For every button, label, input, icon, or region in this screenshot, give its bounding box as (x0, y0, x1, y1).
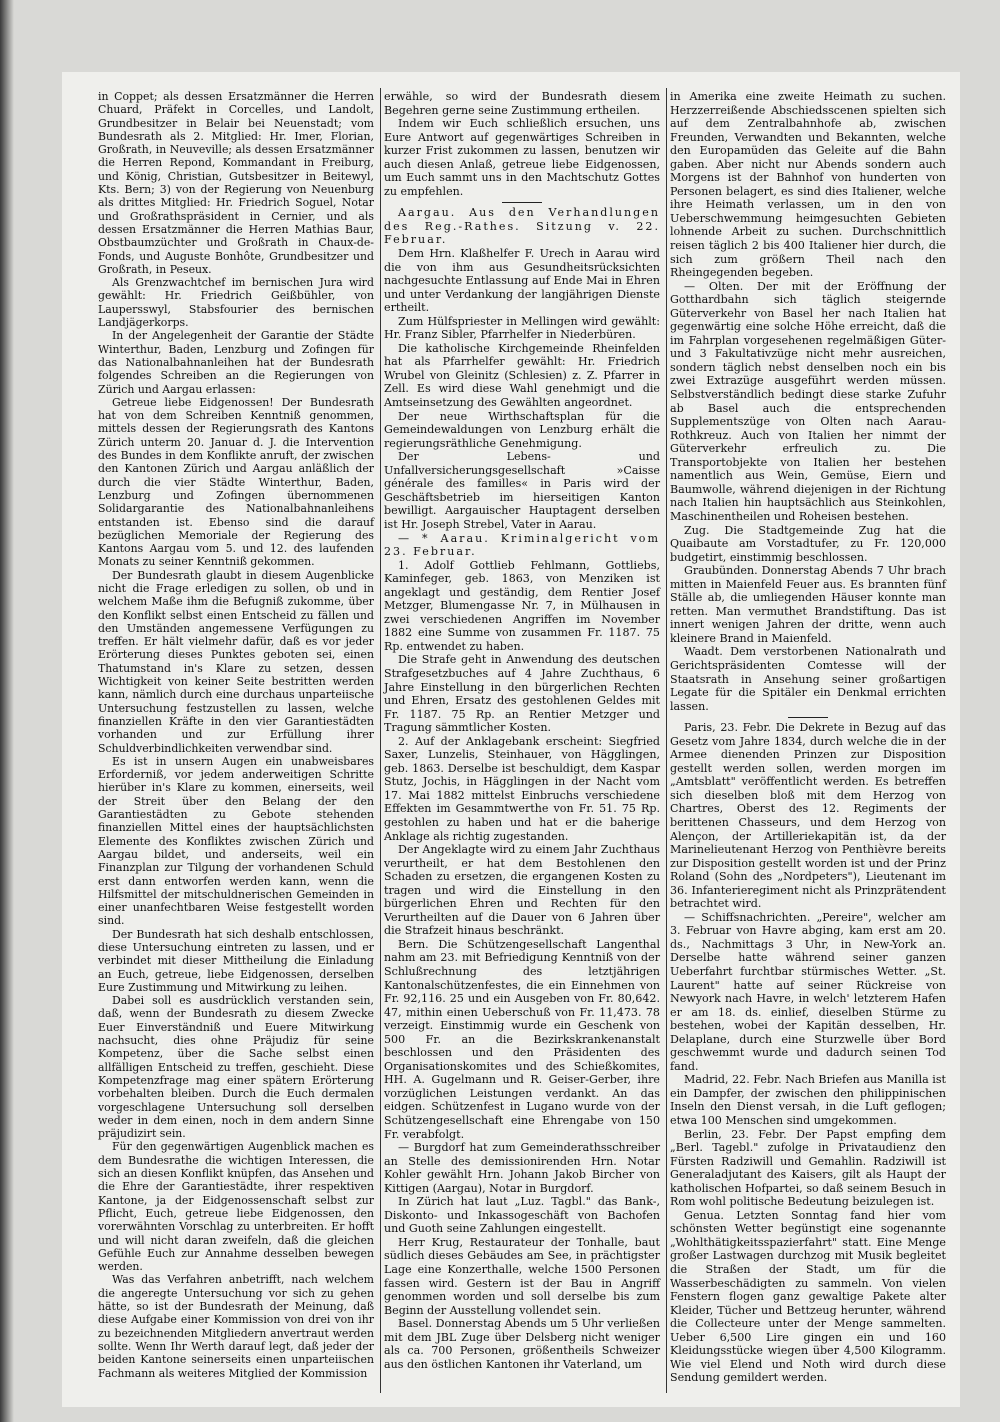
column-rule (666, 88, 667, 1393)
paragraph: Es ist in unsern Augen ein unabweisbares Erforderniß, vor jedem anderweitigen Schritte hierüber in's Klare zu kommen, einerseits, weil der Streit über den Belang der den Garantiestädten zu Gebote stehenden finanziellen Mittel eines der hauptsächlichsten Elemente des Konfliktes zwischen Zürich und Aargau bildet, und anderseits, weil ein Finanzplan zur Tilgung der vorhandenen Schuld erst dann entworfen werden kann, wenn die Hilfsmittel der mitschuldnerischen Gemeinden in einer unanfechtbaren Weise festgestellt worden sind. (98, 754, 374, 928)
paragraph: Getreue liebe Eidgenossen! Der Bundesrath hat von dem Schreiben Kenntniß genommen, mittels dessen der Regierungsrath des Kantons Zürich unterm 20. Januar d. J. die Intervention des Bundes in dem Konflikte anruft, der zwischen den Kantonen Zürich und Aargau anläßlich der durch die vier Städte Winterthur, Baden, Lenzburg und Zofingen übernommenen Solidargarantie des Nationalbahnanleihens entstanden ist. Ebenso sind die darauf bezüglichen Memoriale der Regierung des Kantons Aargau vom 5. und 12. des laufenden Monats zu seiner Kenntniß gekommen. (98, 395, 374, 569)
newspaper-page (62, 72, 960, 1407)
paragraph: Paris, 23. Febr. Die Dekrete in Bezug auf das Gesetz vom Jahre 1834, durch welche die in der Armee dienenden Prinzen zur Disposition gestellt werden sollen, werden morgen im „Amtsblatt" veröffentlicht werden. Es betreffen sich dieselben bloß mit dem Herzog von Chartres, Oberst des 12. Regiments der berittenen Chasseurs, und dem Herzog von Alençon, der Artilleriekapitän ist, da der Marinelieutenant Herzog von Penthièvre bereits zur Disposition gestellt worden ist und der Prinz Roland (Sohn des „Nordpeters"), Lieutenant im 36. Infanterieregiment nicht als Prinzprätendent betrachtet wird. (670, 721, 946, 911)
column-1 (98, 90, 374, 1380)
paragraph: Die katholische Kirchgemeinde Rheinfelden hat als Pfarrhelfer gewählt: Hr. Friedrich Wrubel von Gleinitz (Schlesien) z. Z. Pfarrer in Zell. Es wird diese Wahl genehmigt und die Amtseinsetzung des Gewählten angeordnet. (384, 341, 660, 410)
paragraph: In Zürich hat laut „Luz. Tagbl." das Bank-, Diskonto- und Inkassogeschäft von Bachofen und Guoth seine Zahlungen eingestellt. (384, 1195, 660, 1236)
paragraph: Bern. Die Schützengesellschaft Langenthal nahm am 23. mit Befriedigung Kenntniß von der Schlußrechnung des letztjährigen Kantonalschützenfestes, die ein Einnehmen von Fr. 92,116. 25 und ein Ausgeben von Fr. 80,642. 47, mithin einen Ueberschuß von Fr. 11,473. 78 verzeigt. Einstimmig wurde ein Geschenk von 500 Fr. an die Bezirkskrankenanstalt beschlossen und den Präsidenten des Organisationskomites und des Schießkomites, HH. A. Gugelmann und R. Geiser-Gerber, ihre vorzüglichen Leistungen verdankt. An das eidgen. Schützenfest in Lugano wurde von der Schützengesellschaft eine Ehrengabe von 150 Fr. verabfolgt. (384, 937, 660, 1141)
book-binding-shadow (0, 0, 14, 1422)
paragraph: in Coppet; als dessen Ersatzmänner die Herren Chuard, Präfekt in Corcelles, und Landolt, Grundbesitzer in Belair bei Neuenstadt; vom Bundesrath als 2. Mitglied: Hr. Imer, Florian, Großrath, in Neuveville; als dessen Ersatzmänner die Herren Repond, Kommandant in Freiburg, und König, Christian, Gutsbesitzer in Beitewyl, Kts. Bern; 3) von der Regierung von Neuenburg als drittes Mitglied: Hr. Friedrich Soguel, Notar und Großrathspräsident in Cernier, und als dessen Ersatzmänner die Herren Mathias Baur, Obstbaumzüchter und Großrath in Chaux-de-Fonds, und Auguste Bonhôte, Grundbesitzer und Großrath, in Peseux. (98, 90, 374, 276)
paragraph: Genua. Letzten Sonntag fand hier vom schönsten Wetter begünstigt eine sogenannte „Wohlthätigkeitsspazierfahrt" statt. Eine Menge großer Lastwagen durchzog mit Musik begleitet die Straßen der Stadt, um für die Wasserbeschädigten zu sammeln. Von vielen Fenstern flogen ganz gewaltige Pakete alter Kleider, Tücher und Bettzeug herunter, während die Collecteure unter der Menge sammelten. Ueber 6,500 Lire gingen ein und 160 Kleidungsstücke wiegen über 4,500 Kilogramm. Wie viel Elend und Noth wird durch diese Sendung gemildert werden. (670, 1208, 946, 1385)
paragraph: — Olten. Der mit der Eröffnung der Gotthardbahn sich täglich steigernde Güterverkehr von Basel her nach Italien hat gegenwärtig eine solche Höhe erreicht, daß die im Fahrplan vorgesehenen regelmäßigen Güter- und 3 Fakultativzüge nicht mehr ausreichen, sondern täglich nebst denselben noch ein bis zwei Extrazüge ausgeführt werden müssen. Selbstverständlich bedingt diese starke Zufuhr ab Basel auch die entsprechenden Supplementszüge von Olten nach Aarau-Rothkreuz. Auch von Italien her nimmt der Güterverkehr erfreulich zu. Die Transportobjekte von Italien her bestehen namentlich aus Wein, Gemüse, Eiern und Baumwolle, während diejenigen in der Richtung nach Italien hin hauptsächlich aus Steinkohlen, Maschinentheilen und Roheisen bestehen. (670, 279, 946, 523)
column-2 (384, 90, 660, 1371)
paragraph: Der Bundesrath hat sich deshalb entschlossen, diese Untersuchung eintreten zu lassen, und er verbindet mit dieser Mittheilung die Einladung an Euch, getreue, liebe Eidgenossen, derselben Eure Zustimmung und Mitwirkung zu leihen. (98, 927, 374, 994)
section-divider (502, 202, 542, 203)
paragraph: — Burgdorf hat zum Gemeinderathsschreiber an Stelle des demissionirenden Hrn. Notar Kohler gewählt Hrn. Johann Jakob Bircher von Kittigen (Aargau), Notar in Burgdorf. (384, 1141, 660, 1195)
column-3 (670, 90, 946, 1385)
paragraph: Waadt. Dem verstorbenen Nationalrath und Gerichtspräsidenten Comtesse will der Staatsrath in Ansehung seiner großartigen Legate für die Spitäler ein Denkmal errichten lassen. (670, 645, 946, 713)
paragraph: Basel. Donnerstag Abends um 5 Uhr verließen mit dem JBL Zuge über Delsberg nicht weniger als ca. 700 Personen, größentheils Schweizer aus den östlichen Kantonen ihr Vaterland, um (384, 1317, 660, 1371)
paragraph: — Schiffsnachrichten. „Pereire", welcher am 3. Februar von Havre abging, kam erst am 20. ds., Nachmittags 3 Uhr, in New-York an. Derselbe hatte während seiner ganzen Ueberfahrt furchtbar stürmisches Wetter. „St. Laurent" hatte auf seiner Rückreise von Newyork nach Havre, in welch' letzterem Hafen er am 18. ds. einlief, dieselben Stürme zu bestehen, wobei der Kapitän desselben, Hr. Delaplane, durch eine Sturzwelle über Bord geschwemmt wurde und dadurch seinen Tod fand. (670, 910, 946, 1073)
paragraph: Zug. Die Stadtgemeinde Zug hat die Quaibaute am Vorstadtufer, zu Fr. 120,000 budgetirt, einstimmig beschlossen. (670, 523, 946, 564)
paragraph: Für den gegenwärtigen Augenblick machen es dem Bundesrathe die wichtigen Interessen, die sich an diesen Konflikt knüpfen, das Ansehen und die Ehre der Garantiestädte, ihrer respektiven Kantone, ja der Eidgenossenschaft selbst zur Pflicht, Euch, getreue liebe Eidgenossen, den vorerwähnten Vorschlag zu unterbreiten. Er hofft und will nicht daran zweifeln, daß die gleichen Gefühle Euch zur Annahme desselben bewegen werden. (98, 1140, 374, 1274)
paragraph: Dabei soll es ausdrücklich verstanden sein, daß, wenn der Bundesrath zu diesem Zwecke Euer Einverständniß und Euere Mitwirkung nachsucht, dies ohne Präjudiz für seine Kompetenz, über die Sache selbst einen allfälligen Entscheid zu treffen, geschieht. Diese Kompetenzfrage mag einer spätern Erörterung vorbehalten bleiben. Durch die Euch dermalen vorgeschlagene Untersuchung soll derselben weder in dem einen, noch in dem andern Sinne präjudizirt sein. (98, 994, 374, 1141)
paragraph: in Amerika eine zweite Heimath zu suchen. Herzzerreißende Abschiedsscenen spielten sich auf dem Zentralbahnhofe ab, zwischen Freunden, Verwandten und Bekannten, welche den Europamüden das Geleite auf die Bahn gaben. Aber nicht nur Abends sondern auch Morgens ist der Bahnhof von hunderten von Personen belagert, es sind dies Italiener, welche ihre Heimath verlassen, um in den von Ueberschwemmung heimgesuchten Gebieten lohnende Arbeit zu suchen. Durchschnittlich reisen täglich 2 bis 400 Italiener hier durch, die sich zum größern Theil nach den Rheingegenden begeben. (670, 90, 946, 280)
paragraph: Madrid, 22. Febr. Nach Briefen aus Manilla ist ein Dampfer, der zwischen den philippinischen Inseln den Dienst versah, in die Luft geflogen; etwa 100 Menschen sind umgekommen. (670, 1073, 946, 1128)
paragraph: Der Lebens- und Unfallversicherungsgesellschaft »Caisse générale des familles« in Paris wird der Geschäftsbetrieb im hierseitigen Kanton bewilligt. Aargauischer Hauptagent derselben ist Hr. Joseph Strebel, Vater in Aarau. (384, 450, 660, 531)
paragraph: Der Angeklagte wird zu einem Jahr Zuchthaus verurtheilt, er hat dem Bestohlenen den Schaden zu ersetzen, die ergangenen Kosten zu tragen und wird die Einstellung in den bürgerlichen Ehren und Rechten für den Verurtheilten auf die Dauer von 6 Jahren über die Strafzeit hinaus beschränkt. (384, 843, 660, 938)
paragraph: 1. Adolf Gottlieb Fehlmann, Gottliebs, Kaminfeger, geb. 1863, von Menziken ist angeklagt und geständig, dem Rentier Josef Metzger, Blumengasse Nr. 7, in Mülhausen in zwei verschiedenen Angriffen im November 1882 eine Summe von zusammen Fr. 1187. 75 Rp. entwendet zu haben. (384, 558, 660, 653)
paragraph: Der Bundesrath glaubt in diesem Augenblicke nicht die Frage erledigen zu sollen, ob und in welchem Maße ihm die Befugniß zukomme, über den Konflikt selbst einen Entscheid zu fällen und den Umständen angemessene Verfügungen zu treffen. Er hält vielmehr dafür, daß es vor jeder Erörterung dieses Punktes geboten sei, einen Thatumstand in's Klare zu setzen, dessen Wichtigkeit von keiner Seite bestritten werden kann, nämlich durch eine durchaus unparteiische Untersuchung festzustellen zu lassen, welche finanziellen Kräfte in den vier Garantiestädten vorhanden und zur Erfüllung ihrer Schuldverbindlichkeiten verwendbar sind. (98, 568, 374, 755)
paragraph: Die Strafe geht in Anwendung des deutschen Strafgesetzbuches auf 4 Jahre Zuchthaus, 6 Jahre Einstellung in den bürgerlichen Rechten und Ehren, Ersatz des gestohlenen Geldes mit Fr. 1187. 75 Rp. an Rentier Metzger und Tragung sämmtlicher Kosten. (384, 653, 660, 735)
paragraph: Als Grenzwachtchef im bernischen Jura wird gewählt: Hr. Friedrich Geißbühler, von Laupersswyl, Stabsfourier des bernischen Landjägerkorps. (98, 276, 374, 330)
column-rule (380, 88, 381, 1393)
paragraph: Was das Verfahren anbetrifft, nach welchem die angeregte Untersuchung vor sich zu gehen hätte, so ist der Bundesrath der Meinung, daß diese Aufgabe einer Kommission von drei von ihr zu bezeichnenden Mitgliedern anvertraut werden sollte. Wenn Ihr Werth darauf legt, daß jeder der beiden Kantone seinerseits einen unparteiischen Fachmann als weiteres Mitglied der Kommission (98, 1273, 374, 1380)
section-heading: — * Aarau. Kriminalgericht vom 23. Februar. (384, 531, 660, 559)
paragraph: Berlin, 23. Febr. Der Papst empfing dem „Berl. Tagebl." zufolge in Privataudienz den Fürsten Radziwill und Gemahlin. Radziwill ist Generaladjutant des Kaisers, gilt als Haupt der katholischen Hofpartei, so daß seinem Besuch in Rom wohl politische Bedeutung beizulegen ist. (670, 1127, 946, 1209)
paragraph: Der neue Wirthschaftsplan für die Gemeindewaldungen von Lenzburg erhält die regierungsräthliche Genehmigung. (384, 409, 660, 450)
paragraph: Zum Hülfspriester in Mellingen wird gewählt: Hr. Franz Sibler, Pfarrhelfer in Niederbüren. (384, 314, 660, 342)
section-divider (788, 717, 828, 718)
section-heading: Aargau. Aus den Verhandlungen des Reg.-Rathes. Sitzung v. 22. Februar. (384, 206, 660, 247)
paragraph: Graubünden. Donnerstag Abends 7 Uhr brach mitten in Maienfeld Feuer aus. Es brannten fünf Ställe ab, die umliegenden Häuser konnte man retten. Man vermuthet Brandstiftung. Das ist innert wenigen Jahren der dritte, wenn auch kleinere Brand in Maienfeld. (670, 564, 946, 645)
paragraph: Indem wir Euch schließlich ersuchen, uns Eure Antwort auf gegenwärtiges Schreiben in kurzer Frist zukommen zu lassen, benutzen wir auch diesen Anlaß, getreue liebe Eidgenossen, um Euch sammt uns in den Machtschutz Gottes zu empfehlen. (384, 117, 660, 198)
paragraph: 2. Auf der Anklagebank erscheint: Siegfried Saxer, Lunzelis, Steinhauer, von Hägglingen, geb. 1863. Derselbe ist beschuldigt, dem Kaspar Stutz, Jochis, in Hägglingen in der Nacht vom 17. Mai 1882 mittelst Einbruchs verschiedene Effekten im Gesammtwerthe von Fr. 51. 75 Rp. gestohlen zu haben und hat er die baherige Anklage als richtig zugestanden. (384, 734, 660, 843)
paragraph: In der Angelegenheit der Garantie der Städte Winterthur, Baden, Lenzburg und Zofingen für das Nationalbahnanleihen hat der Bundesrath folgendes Schreiben an die Regierungen von Zürich und Aargau erlassen: (98, 329, 374, 396)
paragraph: Herr Krug, Restaurateur der Tonhalle, baut südlich dieses Gebäudes am See, in prächtigster Lage eine Konzerthalle, welche 1500 Personen fassen wird. Gestern ist der Bau in Angriff genommen worden und soll derselbe bis zum Beginn der Ausstellung vollendet sein. (384, 1235, 660, 1317)
paragraph: Dem Hrn. Klaßhelfer F. Urech in Aarau wird die von ihm aus Gesundheitsrücksichten nachgesuchte Entlassung auf Ende Mai in Ehren und unter Verdankung der langjährigen Dienste ertheilt. (384, 247, 660, 315)
paragraph: erwähle, so wird der Bundesrath diesem Begehren gerne seine Zustimmung ertheilen. (384, 90, 660, 117)
